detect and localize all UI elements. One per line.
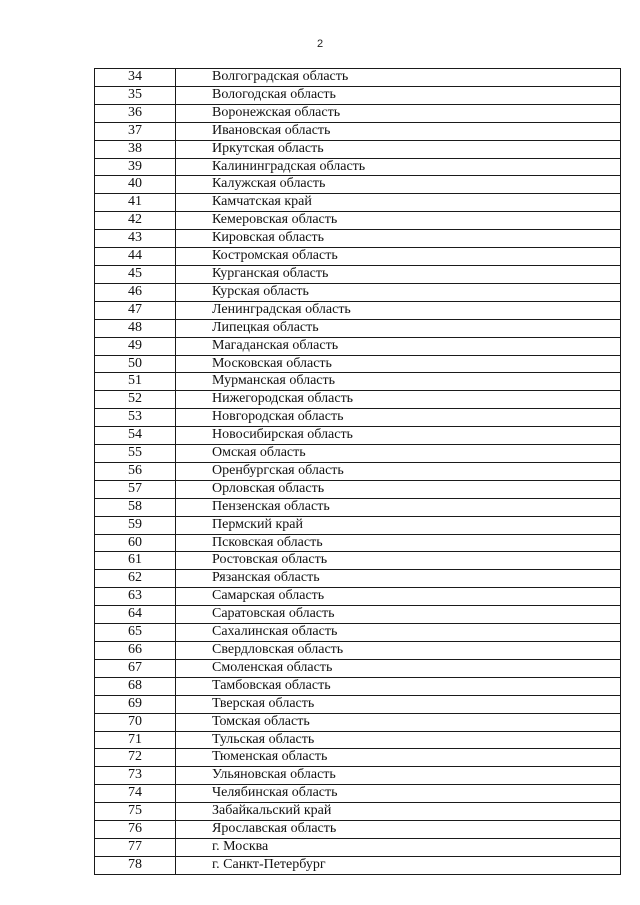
region-name-cell: Магаданская область <box>176 337 621 355</box>
row-number-cell: 66 <box>95 642 176 660</box>
table-row <box>95 86 621 104</box>
table-row <box>95 534 621 552</box>
table-row <box>95 588 621 606</box>
region-name-cell: Тамбовская область <box>176 677 621 695</box>
row-number-cell: 37 <box>95 122 176 140</box>
table-row <box>95 158 621 176</box>
row-number-cell: 40 <box>95 176 176 194</box>
table-row <box>95 373 621 391</box>
table-row <box>95 749 621 767</box>
table-row <box>95 767 621 785</box>
row-number-cell: 71 <box>95 731 176 749</box>
row-number-cell: 62 <box>95 570 176 588</box>
row-number-cell: 42 <box>95 212 176 230</box>
row-number-cell: 63 <box>95 588 176 606</box>
table-row <box>95 516 621 534</box>
row-number-cell: 56 <box>95 462 176 480</box>
region-name-cell: Камчатская край <box>176 194 621 212</box>
table-row <box>95 445 621 463</box>
region-name-cell: Ленинградская область <box>176 301 621 319</box>
region-name-cell: г. Санкт-Петербург <box>176 856 621 874</box>
table-row <box>95 194 621 212</box>
region-name-cell: Псковская область <box>176 534 621 552</box>
row-number-cell: 77 <box>95 838 176 856</box>
row-number-cell: 49 <box>95 337 176 355</box>
region-name-cell: Забайкальский край <box>176 803 621 821</box>
row-number-cell: 67 <box>95 659 176 677</box>
table-row <box>95 624 621 642</box>
table-row <box>95 140 621 158</box>
regions-table-body <box>95 69 621 875</box>
table-row <box>95 838 621 856</box>
table-row <box>95 409 621 427</box>
region-name-cell: Тюменская область <box>176 749 621 767</box>
row-number-cell: 53 <box>95 409 176 427</box>
region-name-cell: Ярославская область <box>176 821 621 839</box>
row-number-cell: 58 <box>95 498 176 516</box>
row-number-cell: 75 <box>95 803 176 821</box>
table-row <box>95 230 621 248</box>
table-row <box>95 427 621 445</box>
region-name-cell: Кемеровская область <box>176 212 621 230</box>
region-name-cell: Новосибирская область <box>176 427 621 445</box>
table-row <box>95 606 621 624</box>
row-number-cell: 54 <box>95 427 176 445</box>
region-name-cell: Волгоградская область <box>176 69 621 87</box>
table-row <box>95 248 621 266</box>
region-name-cell: Мурманская область <box>176 373 621 391</box>
table-row <box>95 104 621 122</box>
row-number-cell: 61 <box>95 552 176 570</box>
row-number-cell: 69 <box>95 695 176 713</box>
row-number-cell: 43 <box>95 230 176 248</box>
region-name-cell: Томская область <box>176 713 621 731</box>
region-name-cell: Кировская область <box>176 230 621 248</box>
region-name-cell: Воронежская область <box>176 104 621 122</box>
table-row <box>95 176 621 194</box>
region-name-cell: Калужская область <box>176 176 621 194</box>
row-number-cell: 70 <box>95 713 176 731</box>
table-row <box>95 821 621 839</box>
table-row <box>95 713 621 731</box>
row-number-cell: 55 <box>95 445 176 463</box>
row-number-cell: 50 <box>95 355 176 373</box>
row-number-cell: 78 <box>95 856 176 874</box>
row-number-cell: 74 <box>95 785 176 803</box>
table-row <box>95 122 621 140</box>
table-row <box>95 301 621 319</box>
row-number-cell: 52 <box>95 391 176 409</box>
table-row <box>95 570 621 588</box>
row-number-cell: 76 <box>95 821 176 839</box>
region-name-cell: Рязанская область <box>176 570 621 588</box>
row-number-cell: 35 <box>95 86 176 104</box>
table-row <box>95 283 621 301</box>
row-number-cell: 60 <box>95 534 176 552</box>
region-name-cell: Смоленская область <box>176 659 621 677</box>
region-name-cell: Оренбургская область <box>176 462 621 480</box>
table-row <box>95 69 621 87</box>
region-name-cell: Саратовская область <box>176 606 621 624</box>
region-name-cell: Пензенская область <box>176 498 621 516</box>
region-name-cell: Омская область <box>176 445 621 463</box>
regions-table <box>94 68 621 875</box>
row-number-cell: 36 <box>95 104 176 122</box>
row-number-cell: 65 <box>95 624 176 642</box>
region-name-cell: Челябинская область <box>176 785 621 803</box>
table-row <box>95 731 621 749</box>
region-name-cell: Липецкая область <box>176 319 621 337</box>
row-number-cell: 64 <box>95 606 176 624</box>
row-number-cell: 73 <box>95 767 176 785</box>
region-name-cell: Курская область <box>176 283 621 301</box>
region-name-cell: Ростовская область <box>176 552 621 570</box>
table-row <box>95 552 621 570</box>
row-number-cell: 68 <box>95 677 176 695</box>
region-name-cell: г. Москва <box>176 838 621 856</box>
region-name-cell: Орловская область <box>176 480 621 498</box>
row-number-cell: 72 <box>95 749 176 767</box>
row-number-cell: 47 <box>95 301 176 319</box>
table-row <box>95 659 621 677</box>
table-row <box>95 355 621 373</box>
table-row <box>95 480 621 498</box>
row-number-cell: 44 <box>95 248 176 266</box>
region-name-cell: Самарская область <box>176 588 621 606</box>
table-row <box>95 785 621 803</box>
row-number-cell: 51 <box>95 373 176 391</box>
table-row <box>95 677 621 695</box>
region-name-cell: Ульяновская область <box>176 767 621 785</box>
region-name-cell: Вологодская область <box>176 86 621 104</box>
table-row <box>95 212 621 230</box>
region-name-cell: Курганская область <box>176 265 621 283</box>
table-row <box>95 337 621 355</box>
table-row <box>95 856 621 874</box>
table-row <box>95 462 621 480</box>
row-number-cell: 59 <box>95 516 176 534</box>
row-number-cell: 45 <box>95 265 176 283</box>
table-row <box>95 803 621 821</box>
page-number: 2 <box>316 38 324 50</box>
region-name-cell: Московская область <box>176 355 621 373</box>
table-row <box>95 265 621 283</box>
table-row <box>95 391 621 409</box>
row-number-cell: 34 <box>95 69 176 87</box>
region-name-cell: Свердловская область <box>176 642 621 660</box>
region-name-cell: Нижегородская область <box>176 391 621 409</box>
row-number-cell: 57 <box>95 480 176 498</box>
region-name-cell: Новгородская область <box>176 409 621 427</box>
region-name-cell: Тверская область <box>176 695 621 713</box>
row-number-cell: 39 <box>95 158 176 176</box>
region-name-cell: Сахалинская область <box>176 624 621 642</box>
row-number-cell: 41 <box>95 194 176 212</box>
row-number-cell: 46 <box>95 283 176 301</box>
table-row <box>95 642 621 660</box>
row-number-cell: 48 <box>95 319 176 337</box>
region-name-cell: Иркутская область <box>176 140 621 158</box>
row-number-cell: 38 <box>95 140 176 158</box>
table-row <box>95 695 621 713</box>
region-name-cell: Калининградская область <box>176 158 621 176</box>
table-row <box>95 319 621 337</box>
table-row <box>95 498 621 516</box>
region-name-cell: Костромская область <box>176 248 621 266</box>
region-name-cell: Ивановская область <box>176 122 621 140</box>
region-name-cell: Пермский край <box>176 516 621 534</box>
region-name-cell: Тульская область <box>176 731 621 749</box>
